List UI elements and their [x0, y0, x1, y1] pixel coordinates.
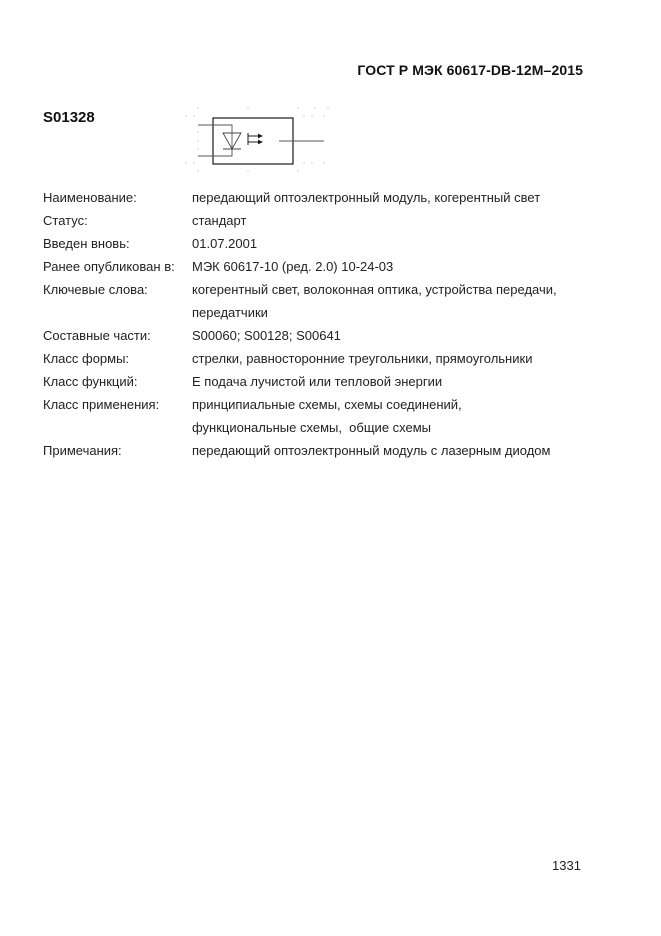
field-label: Статус:	[43, 213, 88, 228]
optoelectronic-module-symbol-icon	[184, 104, 334, 174]
field-notes	[43, 439, 603, 462]
field-label: Примечания:	[43, 443, 122, 458]
field-application-class	[43, 393, 603, 439]
field-previously-published	[43, 255, 603, 278]
field-label: Класс функций:	[43, 374, 138, 389]
field-label: Ранее опубликован в:	[43, 259, 175, 274]
field-value: когерентный свет, волоконная оптика, устройства передачи,	[192, 282, 557, 297]
page-number: 1331	[552, 858, 581, 873]
field-value: Е подача лучистой или тепловой энергии	[192, 374, 443, 389]
field-value: стандарт	[192, 213, 247, 228]
field-name	[43, 186, 603, 209]
field-value: 01.07.2001	[192, 236, 258, 251]
field-keywords	[43, 278, 603, 324]
field-value: стрелки, равносторонние треугольники, прямоугольники	[192, 351, 533, 366]
field-value: МЭК 60617-10 (ред. 2.0) 10-24-03	[192, 259, 394, 274]
field-components	[43, 324, 603, 347]
field-shape-class	[43, 347, 603, 370]
field-function-class	[43, 370, 603, 393]
field-value: функциональные схемы, общие схемы	[192, 420, 432, 435]
field-label: Ключевые слова:	[43, 282, 148, 297]
standard-designation: ГОСТ Р МЭК 60617-DB-12M–2015	[357, 62, 583, 78]
symbol-id: S01328	[43, 109, 95, 126]
field-label: Класс применения:	[43, 397, 160, 412]
field-status	[43, 209, 603, 232]
field-value: принципиальные схемы, схемы соединений,	[192, 397, 462, 412]
field-label: Наименование:	[43, 190, 137, 205]
field-value: передающий оптоэлектронный модуль с лазерным диодом	[192, 443, 551, 458]
field-value: передающий оптоэлектронный модуль, когерентный свет	[192, 190, 541, 205]
field-label: Составные части:	[43, 328, 151, 343]
symbol-attributes	[43, 186, 603, 462]
field-value: S00060; S00128; S00641	[192, 328, 341, 343]
field-value: передатчики	[192, 305, 268, 320]
field-introduced	[43, 232, 603, 255]
field-label: Класс формы:	[43, 351, 130, 366]
field-label: Введен вновь:	[43, 236, 130, 251]
